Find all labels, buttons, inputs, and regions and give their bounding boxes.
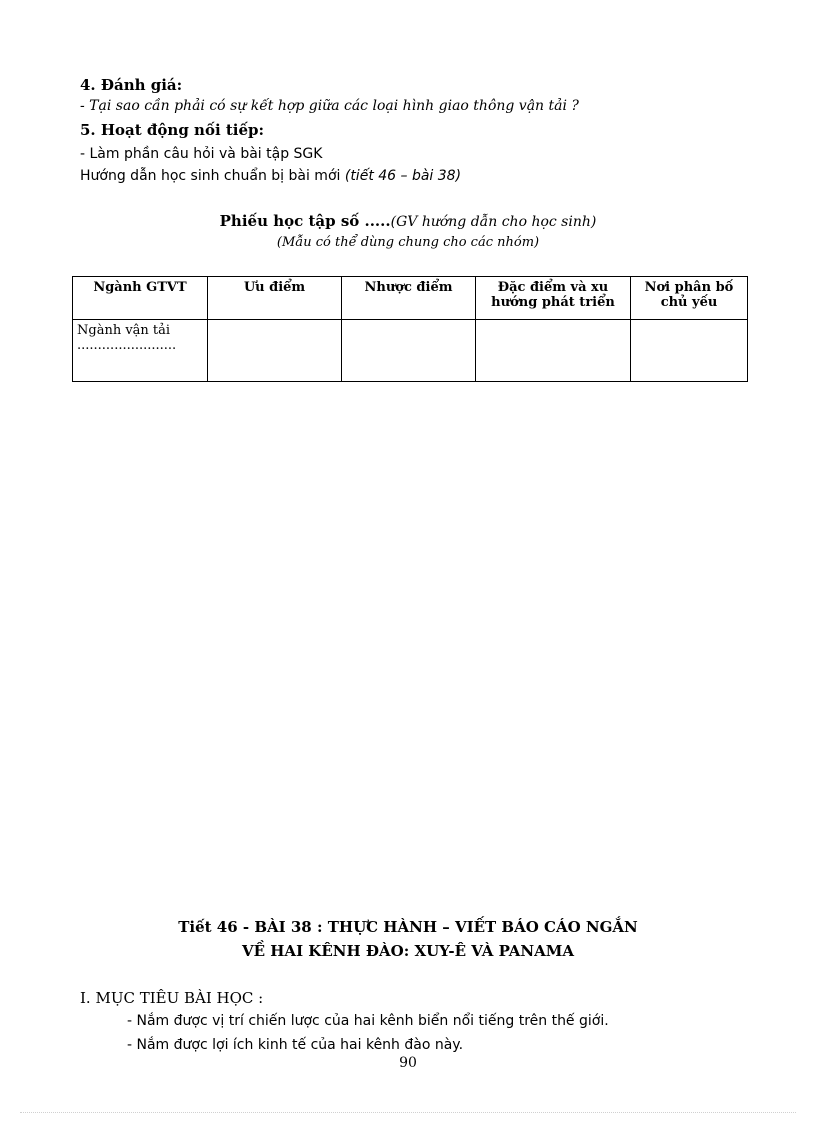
objective-item: - Nắm được vị trí chiến lược của hai kênh biển nổi tiếng trên thế giới. [127, 1013, 609, 1029]
section-5-line-2-italic: (tiết 46 – bài 38) [344, 168, 462, 184]
header-cell: Đặc điểm và xu hướng phát triển [476, 277, 631, 320]
section-4-question: - Tại sao cần phải có sự kết hợp giữa các loại hình giao thông vận tải ? [80, 98, 579, 114]
section-5-title: 5. Hoạt động nối tiếp: [80, 121, 265, 139]
table-row [73, 320, 748, 382]
empty-cell [208, 320, 342, 382]
section-5-line-2-main: Hướng dẫn học sinh chuẩn bị bài mới [80, 168, 345, 184]
header-cell: Nhược điểm [342, 277, 476, 320]
row-label: Ngành vận tải [77, 323, 171, 338]
worksheet-subtitle: (Mẫu có thể dùng chung cho các nhóm) [276, 235, 540, 250]
section-5-line-1: - Làm phần câu hỏi và bài tập SGK [80, 146, 323, 162]
header-cell: Ngành GTVT [73, 277, 208, 320]
table-header-row [73, 277, 748, 320]
empty-cell [476, 320, 631, 382]
page-bottom-divider [20, 1112, 796, 1113]
section-5-line-2 [80, 168, 461, 184]
row-dots: ........................ [77, 338, 177, 353]
header-cell: Ưu điểm [208, 277, 342, 320]
empty-cell [631, 320, 748, 382]
header-cell: Nơi phân bố chủ yếu [631, 277, 748, 320]
objective-item: - Nắm được lợi ích kinh tế của hai kênh đào này. [127, 1037, 464, 1053]
page-number: 90 [399, 1055, 417, 1071]
section-4-title: 4. Đánh giá: [80, 76, 183, 94]
empty-cell [342, 320, 476, 382]
lesson-title-line-2: VỀ HAI KÊNH ĐÀO: XUY-Ê VÀ PANAMA [241, 942, 575, 960]
worksheet-table [72, 276, 748, 382]
worksheet-title [0, 212, 816, 230]
worksheet-title-bold: Phiếu học tập số ..... [219, 212, 391, 230]
lesson-title-line-1: Tiết 46 - BÀI 38 : THỰC HÀNH – VIẾT BÁO CÁO NGẮN [178, 918, 638, 936]
objectives-title: I. MỤC TIÊU BÀI HỌC : [80, 989, 264, 1007]
row-label-cell [73, 320, 208, 382]
worksheet-title-italic: (GV hướng dẫn cho học sinh) [390, 214, 597, 230]
